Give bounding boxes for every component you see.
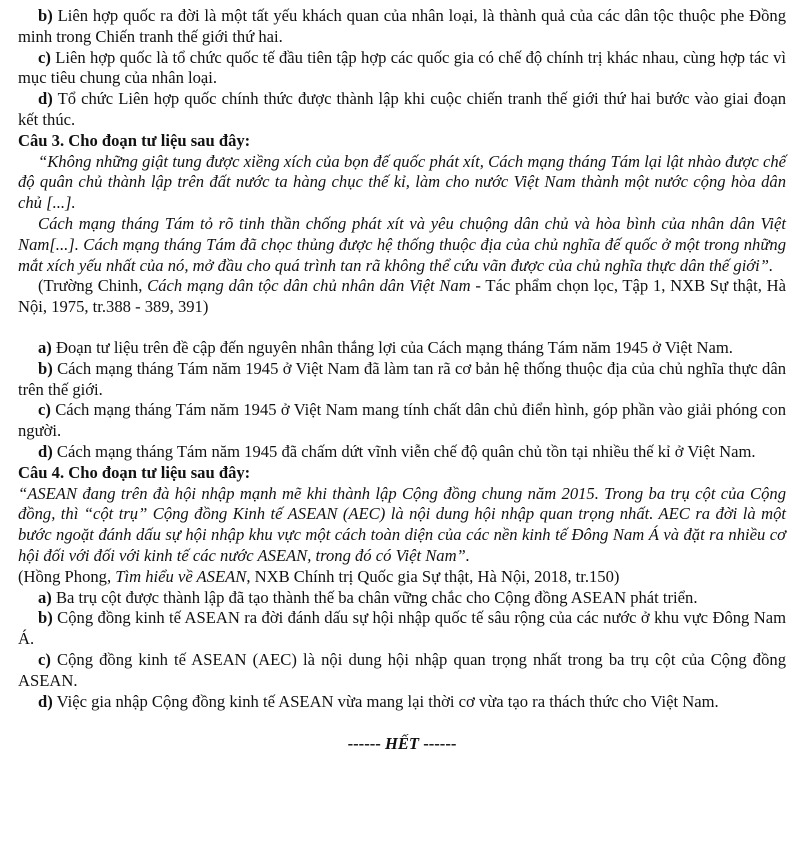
q3-statement-d: [18, 442, 786, 463]
q3-statement-b: [18, 359, 786, 401]
statement-key: b): [38, 6, 53, 25]
statement-text: Cộng đồng kinh tế ASEAN (AEC) là nội dung hội nhập quan trọng nhất trong ba trụ cột của Cộng đồng ASEAN.: [18, 649, 786, 690]
q3-statement-a: [18, 338, 786, 359]
statement-text: Liên hợp quốc ra đời là một tất yếu khách quan của nhân loại, là thành quả của các dân tộc thuộc phe Đồng minh trong Chiến tranh thế giới thứ hai.: [18, 6, 786, 46]
statement-text: Tổ chức Liên hợp quốc chính thức được thành lập khi cuộc chiến tranh thế giới thứ hai bước vào giai đoạn kết thúc.: [18, 89, 786, 129]
q3-title: Câu 3. Cho đoạn tư liệu sau đây:: [18, 130, 251, 150]
q4-statement-c: [18, 650, 786, 692]
statement-key: d): [38, 691, 53, 711]
source-title: Cách mạng dân tộc dân chủ nhân dân Việt Nam: [147, 276, 471, 296]
source-author: (Hồng Phong,: [18, 566, 116, 586]
statement-text: Cộng đồng kinh tế ASEAN ra đời đánh dấu sự hội nhập quốc tế sâu rộng của các nước ở khu vực Đông Nam Á.: [18, 608, 786, 649]
q2-statement-d: [18, 89, 786, 131]
source-author: (Trường Chinh,: [38, 276, 148, 296]
statement-text: Liên hợp quốc là tổ chức quốc tế đầu tiên tập hợp các quốc gia có chế độ chính trị khác nhau, cùng hợp tác vì mục tiêu chung của nhân loại.: [18, 47, 786, 88]
statement-key: c): [38, 400, 51, 420]
q3-statement-c: [18, 400, 786, 442]
statement-key: d): [38, 89, 53, 109]
statement-text: Cách mạng tháng Tám năm 1945 ở Việt Nam đã làm tan rã cơ bản hệ thống thuộc địa của chủ nghĩa thực dân trên thế giới.: [18, 358, 786, 399]
source-title: Tìm hiểu về ASEAN: [115, 566, 247, 586]
statement-key: a): [38, 337, 52, 357]
source-details: , NXB Chính trị Quốc gia Sự thật, Hà Nội, 2018, tr.150): [246, 566, 620, 586]
q4-statement-a: [18, 588, 786, 609]
statement-text: Cách mạng tháng Tám năm 1945 ở Việt Nam mang tính chất dân chủ điển hình, góp phần vào giải phóng con người.: [18, 400, 786, 441]
statement-text: Cách mạng tháng Tám năm 1945 đã chấm dứt vĩnh viễn chế độ quân chủ tồn tại nhiều thế kỉ ở Việt Nam.: [52, 441, 756, 461]
statement-text: Đoạn tư liệu trên đề cập đến nguyên nhân thắng lợi của Cách mạng tháng Tám năm 1945 ở Việt Nam.: [51, 337, 733, 357]
end-dashes-left: ------: [347, 734, 385, 754]
q3-quote-paragraph-2: Cách mạng tháng Tám tỏ rõ tinh thần chống phát xít và yêu chuộng dân chủ và hòa bình của nhân dân Việt Nam[...]. Cách mạng tháng Tám đã chọc thủng được hệ thống thuộc địa của chủ nghĩa đế quốc ở một trong những mắt xích yếu nhất của nó, mở đầu cho quá trình tan rã không thể cứu vãn được của chủ nghĩa thực dân thế giới”.: [18, 213, 786, 275]
q4-title: Câu 4. Cho đoạn tư liệu sau đây:: [18, 462, 251, 482]
statement-text: Ba trụ cột được thành lập đã tạo thành thế ba chân vững chắc cho Cộng đồng ASEAN phát triển.: [51, 587, 698, 607]
statement-key: c): [38, 649, 51, 669]
end-dashes-right: ------: [419, 734, 457, 754]
statement-key: c): [38, 47, 51, 67]
q4-statement-b: [18, 608, 786, 650]
q4-quote: “ASEAN đang trên đà hội nhập mạnh mẽ khi thành lập Cộng đồng chung năm 2015. Trong ba trụ cột của Cộng đồng, thì “cột trụ” Cộng đồng Kinh tế ASEAN (AEC) là nội dung hội nhập quan trọng nhất. AEC ra đời là một bước ngoặt đánh dấu sự hội nhập khu vực một cách toàn diện của các nền kinh tế Đông Nam Á và đặt ra nhiều cơ hội đối với đối với kinh tế các nước ASEAN, trong đó có Việt Nam”.: [18, 483, 786, 565]
source-details: - Tác phẩm chọn lọc, Tập 1, NXB Sự thật, Hà Nội, 1975, tr.388 - 389, 391): [18, 276, 786, 317]
q3-source: [18, 276, 786, 318]
statement-key: b): [38, 608, 53, 628]
blank-line: [18, 318, 786, 338]
q4-source: [18, 567, 786, 588]
q3-quote-paragraph-1: “Không những giật tung được xiềng xích của bọn đế quốc phát xít, Cách mạng tháng Tám lại lật nhào được chế độ quân chủ thành lập trên đất nước ta hàng chục thế kỉ, làm cho nước Việt Nam thành một nước cộng hòa dân chủ [...].: [18, 151, 786, 213]
end-label: HẾT: [384, 734, 420, 754]
q2-statement-c: [18, 48, 786, 90]
statement-key: b): [38, 358, 53, 378]
statement-key: a): [38, 587, 52, 607]
q2-statement-b: [18, 6, 786, 48]
statement-key: d): [38, 441, 53, 461]
end-marker: [18, 734, 786, 755]
statement-text: Việc gia nhập Cộng đồng kinh tế ASEAN vừa mang lại thời cơ vừa tạo ra thách thức cho Việt Nam.: [52, 691, 719, 711]
q4-statement-d: [18, 692, 786, 713]
